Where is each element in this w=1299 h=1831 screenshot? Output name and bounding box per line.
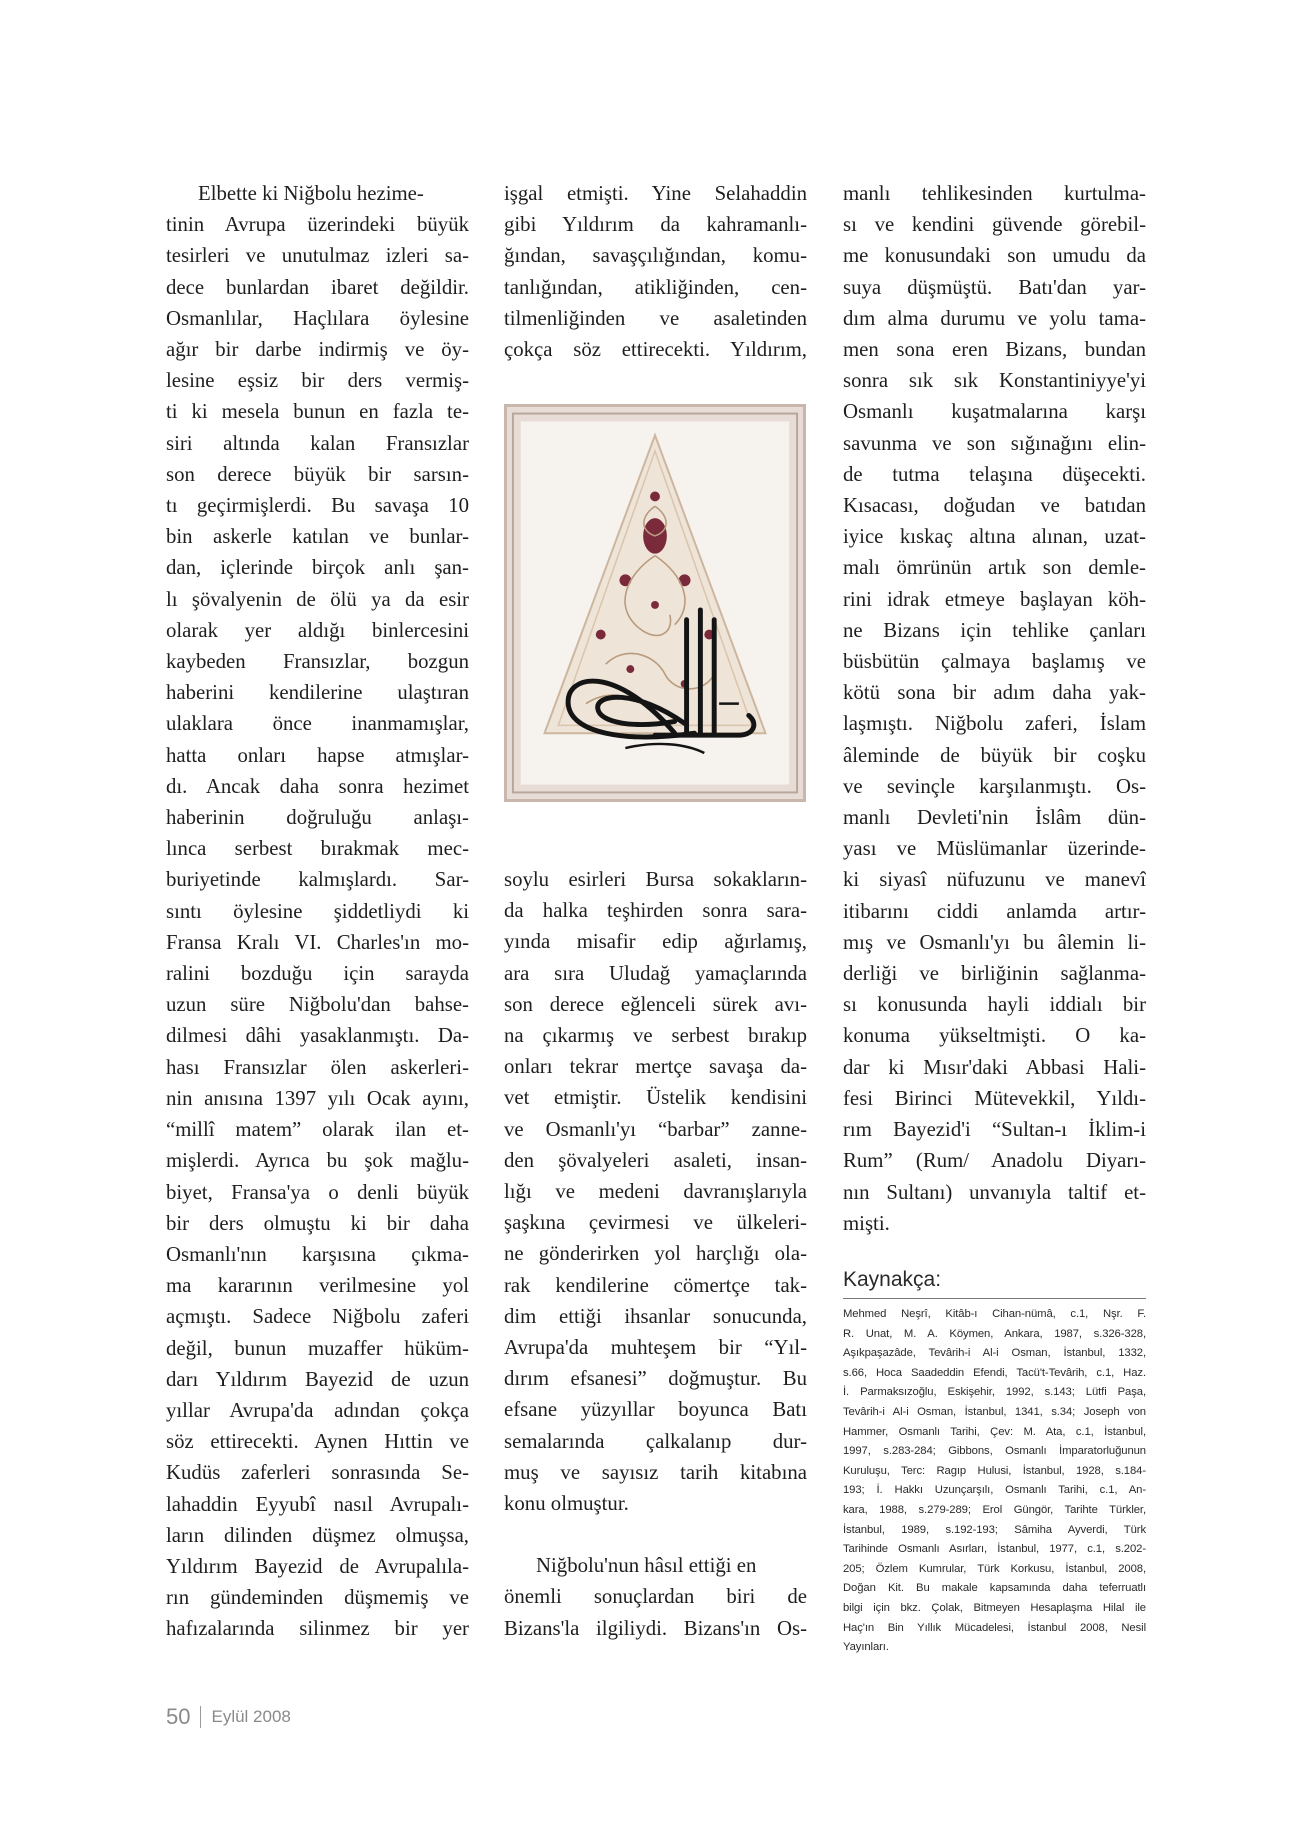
text-line: tı geçirmişlerdi. Bu savaşa 10 [166,494,469,518]
text-line: lınca serbest bırakmak mec- [166,837,469,861]
text-line: dar ki Mısır'daki Abbasi Hali- [843,1055,1146,1079]
text-line: son derece eğlenceli sürek avı- [504,992,807,1016]
text-line: Kudüs zaferleri sonrasında Se- [166,1461,469,1485]
text-line: laşmıştı. Niğbolu zaferi, İslam [843,712,1146,736]
text-line: ve Osmanlı'yı “barbar” zanne- [504,1117,807,1141]
text-line: sonra sık sık Konstantiniyye'yi [843,369,1146,393]
text-line: soylu esirleri Bursa sokakların- [504,868,807,891]
text-line: dan, içlerinde birçok anlı şan- [166,556,469,580]
text-line: lığı ve medeni davranışlarıyla [504,1180,807,1204]
text-line: ğından, savaşçılığından, komu- [504,244,807,268]
text-line: İstanbul, 1989, s.192-193; Sâmiha Ayverdi, Türk [843,1523,1146,1536]
text-line: yında misafir edip ağırlamış, [504,930,807,954]
text-line: “millî matem” olarak ilan et- [166,1118,469,1142]
page-number: 50 [166,1704,191,1729]
text-line: yası ve Müslümanlar üzerinde- [843,837,1146,861]
text-line: ulaklara önce inanmamışlar, [166,712,469,736]
text-line: bin askerle katılan ve bunlar- [166,525,469,549]
text-line: ralini bozduğu için sarayda [166,962,469,986]
text-line: kaybeden Fransızlar, bozgun [166,650,469,674]
text-line: 205; Özlem Kumrular, Türk Korkusu, İstanbul, 2008, [843,1562,1146,1575]
text-line: tanlığından, atikliğinden, cen- [504,275,807,299]
references-list [843,1305,1146,1658]
references-title: Kaynakça: [843,1268,942,1291]
text-line: Tevârih-i Al-i Osman, İstanbul, 1341, s.34; Joseph von [843,1405,1146,1418]
text-line: sıntı öylesine şiddetliydi ki [166,899,469,923]
text-line: den şövalyeleri asaleti, insan- [504,1148,807,1172]
text-line: dırım efsanesi” doğmuştur. Bu [504,1367,807,1391]
text-line: Doğan Kit. Bu makale kapsamında daha teferruatlı [843,1582,1146,1595]
text-line: dı. Ancak daha sonra hezimet [166,774,469,798]
text-line: de tutma telaşına düşecekti. [843,462,1146,486]
text-line: Osmanlı kuşatmalarına karşı [843,400,1146,424]
tughra-ornament-icon [507,407,803,799]
text-line: manlı tehlikesinden kurtulma- [843,182,1146,205]
text-line: Kuruluşu, Terc: Ragıp Hulusi, İstanbul, 1928, s.184- [843,1464,1146,1477]
text-line: itibarını ciddi anlamda artır- [843,899,1146,923]
text-line: Avrupa'da muhteşem bir “Yıl- [504,1336,807,1360]
text-line: hatta onları hapse atmışlar- [166,743,469,767]
references-divider [843,1298,1146,1299]
text-line: manlı Devleti'nin İslâm dün- [843,806,1146,830]
text-line: Hammer, Osmanlı Tarihi, Çev: M. Ata, c.1, İstanbul, [843,1425,1146,1438]
text-line: Fransa Kralı VI. Charles'ın mo- [166,930,469,954]
text-line: konuma yükseltmişti. O ka- [843,1024,1146,1048]
article-column-2-top [504,178,807,365]
text-line: olarak yer aldığı binlercesini [166,618,469,642]
text-line: rak kendilerine cömertçe tak- [504,1273,807,1297]
text-line: ne gönderirken yol harçlığı ola- [504,1242,807,1266]
text-line: dece bunlardan ibaret değildir. [166,275,469,299]
text-line: Bizans'la ilgiliydi. Bizans'ın Os- [504,1616,807,1640]
article-column-3 [843,178,1146,1239]
text-line: muş ve sayısız tarih kitabına [504,1460,807,1484]
text-line: derliği ve birliğinin sağlanma- [843,962,1146,986]
text-line: na çıkarmış ve serbest bırakıp [504,1024,807,1048]
text-line: yıllar Avrupa'da adından çokça [166,1398,469,1422]
text-line: lahaddin Eyyubî nasıl Avrupalı- [166,1492,469,1516]
text-line: hafızalarında silinmez bir yer [166,1617,469,1641]
text-line: Elbette ki Niğbolu hezime- [198,182,424,205]
text-line: kötü sona bir adım daha yak- [843,681,1146,705]
text-line: vet etmiştir. Üstelik kendisini [504,1086,807,1110]
text-line: ki siyasî nüfuzunu ve manevî [843,868,1146,892]
text-line: şaşkına çevirmesi ve ülkeleri- [504,1211,807,1235]
text-line: tilmenliğinden ve asaletinden [504,306,807,330]
text-line: iyice kıskaç altına alınan, uzat- [843,525,1146,549]
text-line: lı şövalyenin de ölü ya da esir [166,587,469,611]
text-line: bir ders olmuştu ki bir daha [166,1211,469,1235]
text-line: İ. Parmaksızoğlu, Eskişehir, 1992, s.143; Lütfi Paşa, [843,1386,1146,1399]
text-line: Osmanlı'nın karşısına çıkma- [166,1242,469,1266]
text-line: mişlerdi. Ayrıca bu şok mağlu- [166,1149,469,1173]
text-line: işgal etmişti. Yine Selahaddin [504,182,807,205]
text-line: dilmesi dâhi yasaklanmıştı. Da- [166,1024,469,1048]
text-line: Aşıkpaşazâde, Tevârih-i Al-i Osman, İstanbul, 1332, [843,1347,1146,1360]
text-line: ma kararının verilmesine yol [166,1274,469,1298]
text-line: büsbütün çalmaya başlamış ve [843,650,1146,674]
text-line: ne Bizans için tehlike çanları [843,618,1146,642]
text-line: men sona eren Bizans, bundan [843,338,1146,362]
text-line: darı Yıldırım Bayezid de uzun [166,1367,469,1391]
text-line: haberinin doğruluğu anlaşı- [166,806,469,830]
text-line: haberini kendilerine ulaştıran [166,681,469,705]
text-line: ların dilinden düşmez olmuşsa, [166,1523,469,1547]
text-line: R. Unat, M. A. Köymen, Ankara, 1987, s.326-328, [843,1327,1146,1340]
text-line: çokça söz ettirecekti. Yıldırım, [504,338,807,362]
issue-date: Eylül 2008 [211,1707,291,1726]
text-line: fesi Birinci Mütevekkil, Yıldı- [843,1086,1146,1110]
text-line: Tarihinde Osmanlı Asırları, İstanbul, 1977, c.1, s.202- [843,1543,1146,1556]
text-line: Mehmed Neşrî, Kitâb-ı Cihan-nümâ, c.1, Nşr. F. [843,1308,1146,1320]
article-column-1 [166,178,469,1645]
text-line: dım alma durumu ve yolu tama- [843,306,1146,330]
text-line: bilgi için bkz. Çolak, Bitmeyen Hesaplaşma Hilal ile [843,1601,1146,1614]
text-line: Yıldırım Bayezid de Avrupalıla- [166,1554,469,1578]
text-line: dim ettiği ihsanlar sonucunda, [504,1304,807,1328]
text-line: 193; İ. Hakkı Uzunçarşılı, Osmanlı Tarihi, c.1, An- [843,1484,1146,1497]
text-line: s.66, Hoca Saadeddin Efendi, Tacü't-Tevârih, c.1, Haz. [843,1366,1146,1379]
tughra-illumination-figure [504,404,806,802]
text-line: savunma ve son sığınağını elin- [843,431,1146,455]
text-line: ti ki mesela bunun en fazla te- [166,400,469,424]
text-line: sı ve kendini güvende görebil- [843,213,1146,237]
text-line: gibi Yıldırım da kahramanlı- [504,213,807,237]
text-line: nin anısına 1397 yılı Ocak ayını, [166,1086,469,1110]
text-line: değil, bunun muzaffer hüküm- [166,1336,469,1360]
text-line: Haç'ın Bin Yıllık Mücadelesi, İstanbul 2008, Nesil [843,1621,1146,1634]
text-line: 1997, s.283-284; Gibbons, Osmanlı İmparatorluğunun [843,1445,1146,1458]
text-line: ağır bir darbe indirmiş ve öy- [166,338,469,362]
text-line: rini idrak etmeye başlayan köh- [843,587,1146,611]
text-line: siri altında kalan Fransızlar [166,431,469,455]
text-line: mişti. [843,1211,890,1235]
text-line: mış ve Osmanlı'yı bu âlemin li- [843,930,1146,954]
text-line: efsane yüzyıllar boyunca Batı [504,1398,807,1422]
text-line: son derece büyük bir sarsın- [166,462,469,486]
text-line: Osmanlılar, Haçlılara öylesine [166,306,469,330]
text-line: nın Sultanı) unvanıyla taltif et- [843,1180,1146,1204]
text-line: onları tekrar mertçe savaşa da- [504,1055,807,1079]
footer-divider [200,1706,201,1728]
text-line: tesirleri ve unutulmaz izleri sa- [166,244,469,268]
text-line: semalarında çalkalanıp dur- [504,1429,807,1453]
text-line: biyet, Fransa'ya o denli büyük [166,1180,469,1204]
text-line: uzun süre Niğbolu'dan bahse- [166,993,469,1017]
text-line: sı konusunda hayli iddialı bir [843,993,1146,1017]
text-line: Yayınları. [843,1641,889,1654]
text-line: âleminde de büyük bir coşku [843,743,1146,767]
text-line: hası Fransızlar ölen askerleri- [166,1055,469,1079]
text-line: rım Bayezid'i “Sultan-ı İklim-i [843,1118,1146,1142]
text-line: açmıştı. Sadece Niğbolu zaferi [166,1305,469,1329]
text-line: da halka teşhirden sonra sara- [504,899,807,923]
article-column-2-bottom [504,864,807,1644]
text-line: lesine eşsiz bir ders vermiş- [166,369,469,393]
text-line: suya düşmüştü. Batı'dan yar- [843,275,1146,299]
text-line: me konusundaki son umudu da [843,244,1146,268]
text-line: buriyetinde kalmışlardı. Sar- [166,868,469,892]
text-line: malı ömrünün artık son demle- [843,556,1146,580]
text-line: Rum” (Rum/ Anadolu Diyarı- [843,1149,1146,1173]
page-footer [166,1704,291,1730]
text-line: konu olmuştur. [504,1492,629,1516]
text-line: önemli sonuçlardan biri de [504,1585,807,1609]
text-line: Niğbolu'nun hâsıl ettiği en [536,1554,757,1578]
text-line: söz ettirecekti. Aynen Hıttin ve [166,1430,469,1454]
text-line: ve sevinçle karşılanmıştı. Os- [843,774,1146,798]
text-line: rın gündeminden düşmemiş ve [166,1586,469,1610]
text-line: Kısacası, doğudan ve batıdan [843,494,1146,518]
text-line: kara, 1988, s.279-289; Erol Güngör, Tarihte Türkler, [843,1503,1146,1516]
text-line: ara sıra Uludağ yamaçlarında [504,961,807,985]
text-line: tinin Avrupa üzerindeki büyük [166,213,469,237]
